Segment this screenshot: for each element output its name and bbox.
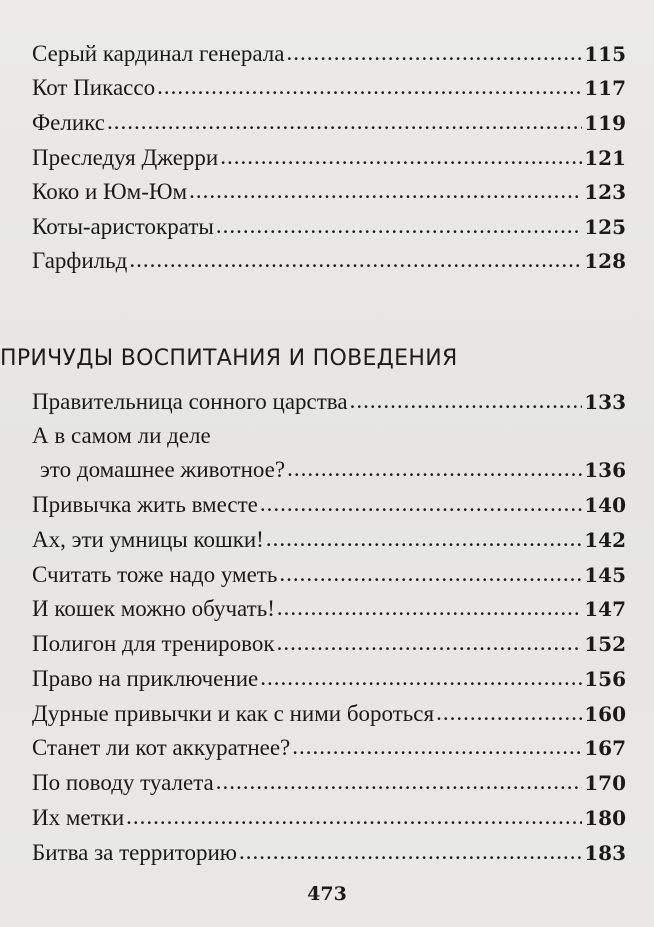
toc-entry-page: 133	[584, 390, 626, 414]
toc-entry	[32, 244, 626, 278]
toc-entry	[40, 453, 626, 487]
toc-entry-title: Серый кардинал генерала	[32, 41, 285, 66]
toc-entry	[32, 731, 626, 765]
toc-entry-title: Преследуя Джерри	[32, 145, 219, 170]
toc-entry-title: И кошек можно обучать!	[32, 596, 275, 621]
toc-entry-title: Дурные привычки и как с ними бороться	[32, 701, 435, 726]
dot-leader	[239, 835, 582, 869]
toc-entry	[32, 37, 626, 71]
dot-leader	[216, 209, 582, 243]
toc-entry-title: Коты-аристократы	[32, 214, 214, 239]
toc-entry	[32, 71, 626, 105]
dot-leader	[129, 243, 582, 277]
toc-entry-title: Полигон для тренировок	[32, 631, 275, 656]
dot-leader	[260, 661, 582, 695]
toc-entry	[32, 662, 626, 696]
toc-entry-page: 115	[584, 42, 626, 66]
toc-entry	[32, 523, 626, 557]
toc-entry	[32, 558, 626, 592]
dot-leader	[277, 591, 582, 625]
toc-entry-title: Привычка жить вместе	[32, 492, 258, 517]
toc-entry-page: 121	[584, 146, 626, 170]
toc-entry-title: По поводу туалета	[32, 770, 214, 795]
toc-entry-page: 183	[584, 841, 626, 865]
toc-entry-title: Гарфильд	[32, 248, 128, 273]
toc-entry-page: 136	[584, 458, 626, 482]
toc-entry-page: 152	[584, 632, 626, 656]
toc-entry	[32, 766, 626, 800]
dot-leader	[126, 800, 582, 834]
toc-entry-page: 128	[584, 249, 626, 273]
dot-leader	[287, 452, 582, 486]
toc-entry-page: 170	[584, 771, 626, 795]
toc-entry-title: Битва за территорию	[32, 840, 237, 865]
toc-entry-page: 117	[584, 76, 626, 100]
toc-entry-page: 123	[584, 180, 626, 204]
toc-entry	[32, 210, 626, 244]
toc-entry-page: 180	[584, 806, 626, 830]
section-heading: ПРИЧУДЫ ВОСПИТАНИЯ И ПОВЕДЕНИЯ	[0, 346, 458, 371]
dot-leader	[107, 105, 582, 139]
toc-entry-page: 167	[584, 736, 626, 760]
toc-entry-title-line1: А в самом ли деле	[32, 423, 211, 448]
toc-entry-page: 119	[584, 111, 626, 135]
toc-entry	[32, 697, 626, 731]
toc-entry	[32, 141, 626, 175]
toc-entry-title: Коко и Юм-Юм	[32, 179, 188, 204]
toc-entry-page: 125	[584, 215, 626, 239]
toc-entry-title: Станет ли кот аккуратнее?	[32, 735, 291, 760]
toc-entry	[32, 836, 626, 870]
dot-leader	[216, 765, 583, 799]
dot-leader	[277, 626, 583, 660]
toc-entry	[32, 592, 626, 626]
dot-leader	[266, 522, 582, 556]
toc-entry-title: Право на приключение	[32, 666, 259, 691]
toc-entry-page: 147	[584, 597, 626, 621]
toc-entry-title: Феликс	[32, 110, 105, 135]
toc-entry-title: Их метки	[32, 805, 125, 830]
toc-entry-title: Кот Пикассо	[32, 75, 156, 100]
dot-leader	[189, 174, 582, 208]
toc-entry	[32, 175, 626, 209]
toc-entry	[32, 627, 626, 661]
toc-entry-page: 160	[584, 702, 626, 726]
dot-leader	[157, 70, 582, 104]
dot-leader	[286, 36, 582, 70]
toc-entry	[32, 106, 626, 140]
dot-leader	[279, 557, 582, 591]
dot-leader	[436, 696, 582, 730]
toc-entry-page: 145	[584, 563, 626, 587]
dot-leader	[292, 730, 582, 764]
toc-entry-page: 142	[584, 528, 626, 552]
toc-entry	[32, 801, 626, 835]
toc-entry-page: 140	[584, 493, 626, 517]
dot-leader	[260, 487, 582, 521]
page-number: 473	[307, 883, 347, 905]
toc-entry-title-line2: это домашнее животное?	[40, 457, 286, 482]
toc-entry	[32, 385, 626, 419]
dot-leader	[220, 140, 582, 174]
toc-entry-title: Правительница сонного царства	[32, 389, 348, 414]
toc-entry	[32, 488, 626, 522]
toc-entry-page: 156	[584, 667, 626, 691]
dot-leader	[350, 384, 583, 418]
toc-entry-title: Ах, эти умницы кошки!	[32, 527, 264, 552]
toc-entry-title: Считать тоже надо уметь	[32, 562, 278, 587]
